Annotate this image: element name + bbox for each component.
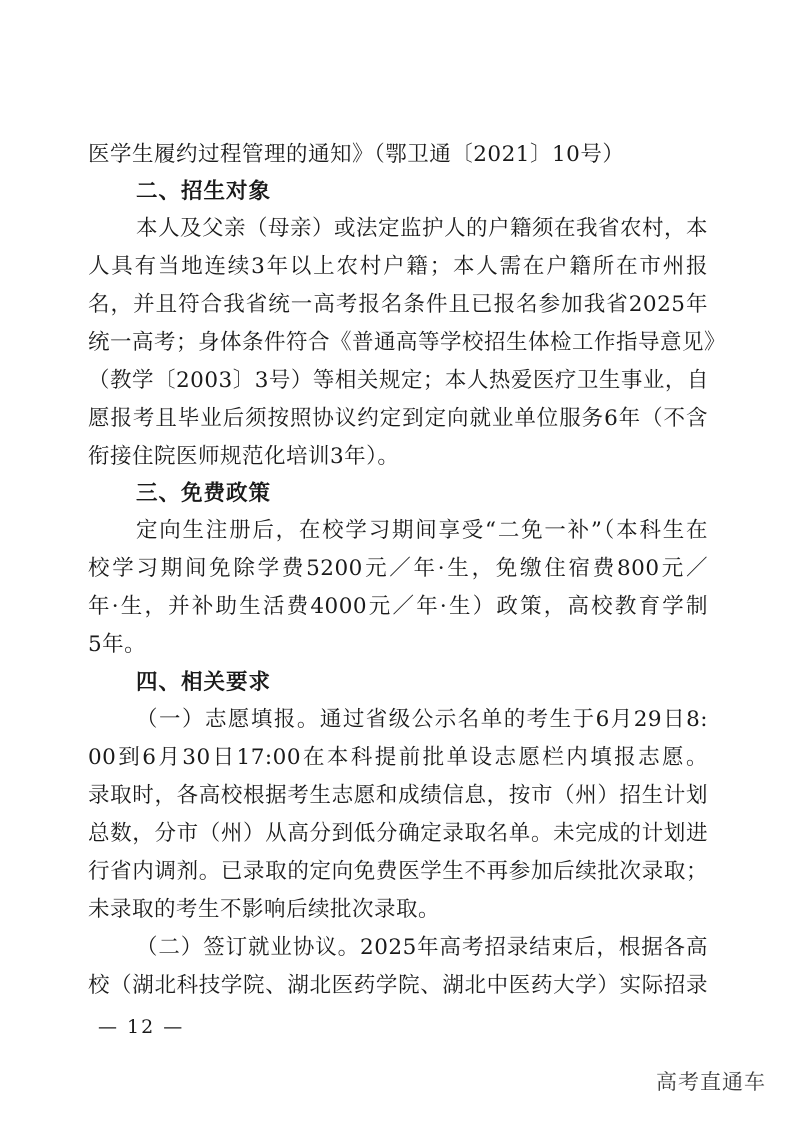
text-line: （二）签订就业协议。2025年高考招录结束后，根据各高: [136, 935, 708, 960]
text-line: （教学〔2003〕3号）等相关规定；本人热爱医疗卫生事业，自: [88, 368, 709, 393]
text-line: 录取时，各高校根据考生志愿和成绩信息，按市（州）招生计划: [88, 783, 708, 808]
text-line: 愿报考且毕业后须按照协议约定到定向就业单位服务6年（不含: [88, 406, 708, 431]
text-line: 00到6月30日17:00在本科提前批单设志愿栏内填报志愿。: [88, 745, 708, 770]
text-line: 衔接住院医师规范化培训3年）。: [88, 444, 400, 469]
text-line: 医学生履约过程管理的通知》（鄂卫通〔2021〕10号）: [88, 142, 625, 167]
text-line: 名，并且符合我省统一高考报名条件且已报名参加我省2025年: [88, 292, 708, 317]
section-heading-requirements: 四、相关要求: [136, 670, 272, 695]
text-line: 统一高考；身体条件符合《普通高等学校招生体检工作指导意见》: [88, 330, 727, 355]
text-line: 年·生，并补助生活费4000元／年·生）政策，高校教育学制: [88, 594, 708, 619]
text-line: 校学习期间免除学费5200元／年·生，免缴住宿费800元／: [88, 556, 708, 581]
text-line: 行省内调剂。已录取的定向免费医学生不再参加后续批次录取；: [88, 859, 708, 884]
text-line: 定向生注册后，在校学习期间享受“二免一补”（本科生在: [136, 518, 708, 543]
text-line: 5年。: [88, 632, 147, 657]
text-line: 总数，分市（州）从高分到低分确定录取名单。未完成的计划进: [88, 821, 708, 846]
section-heading-free-policy: 三、免费政策: [136, 481, 272, 506]
section-heading-recruitment-target: 二、招生对象: [136, 179, 272, 204]
watermark: 高考直通车: [656, 1070, 766, 1094]
text-line: 校（湖北科技学院、湖北医药学院、湖北中医药大学）实际招录: [88, 973, 708, 998]
text-line: 人具有当地连续3年以上农村户籍；本人需在户籍所在市州报: [88, 254, 708, 279]
text-line: 本人及父亲（母亲）或法定监护人的户籍须在我省农村，本: [136, 216, 709, 241]
page-number: — 12 —: [98, 1016, 185, 1038]
text-line: （一）志愿填报。通过省级公示名单的考生于6月29日8:: [136, 707, 708, 732]
text-line: 未录取的考生不影响后续批次录取。: [88, 897, 441, 922]
